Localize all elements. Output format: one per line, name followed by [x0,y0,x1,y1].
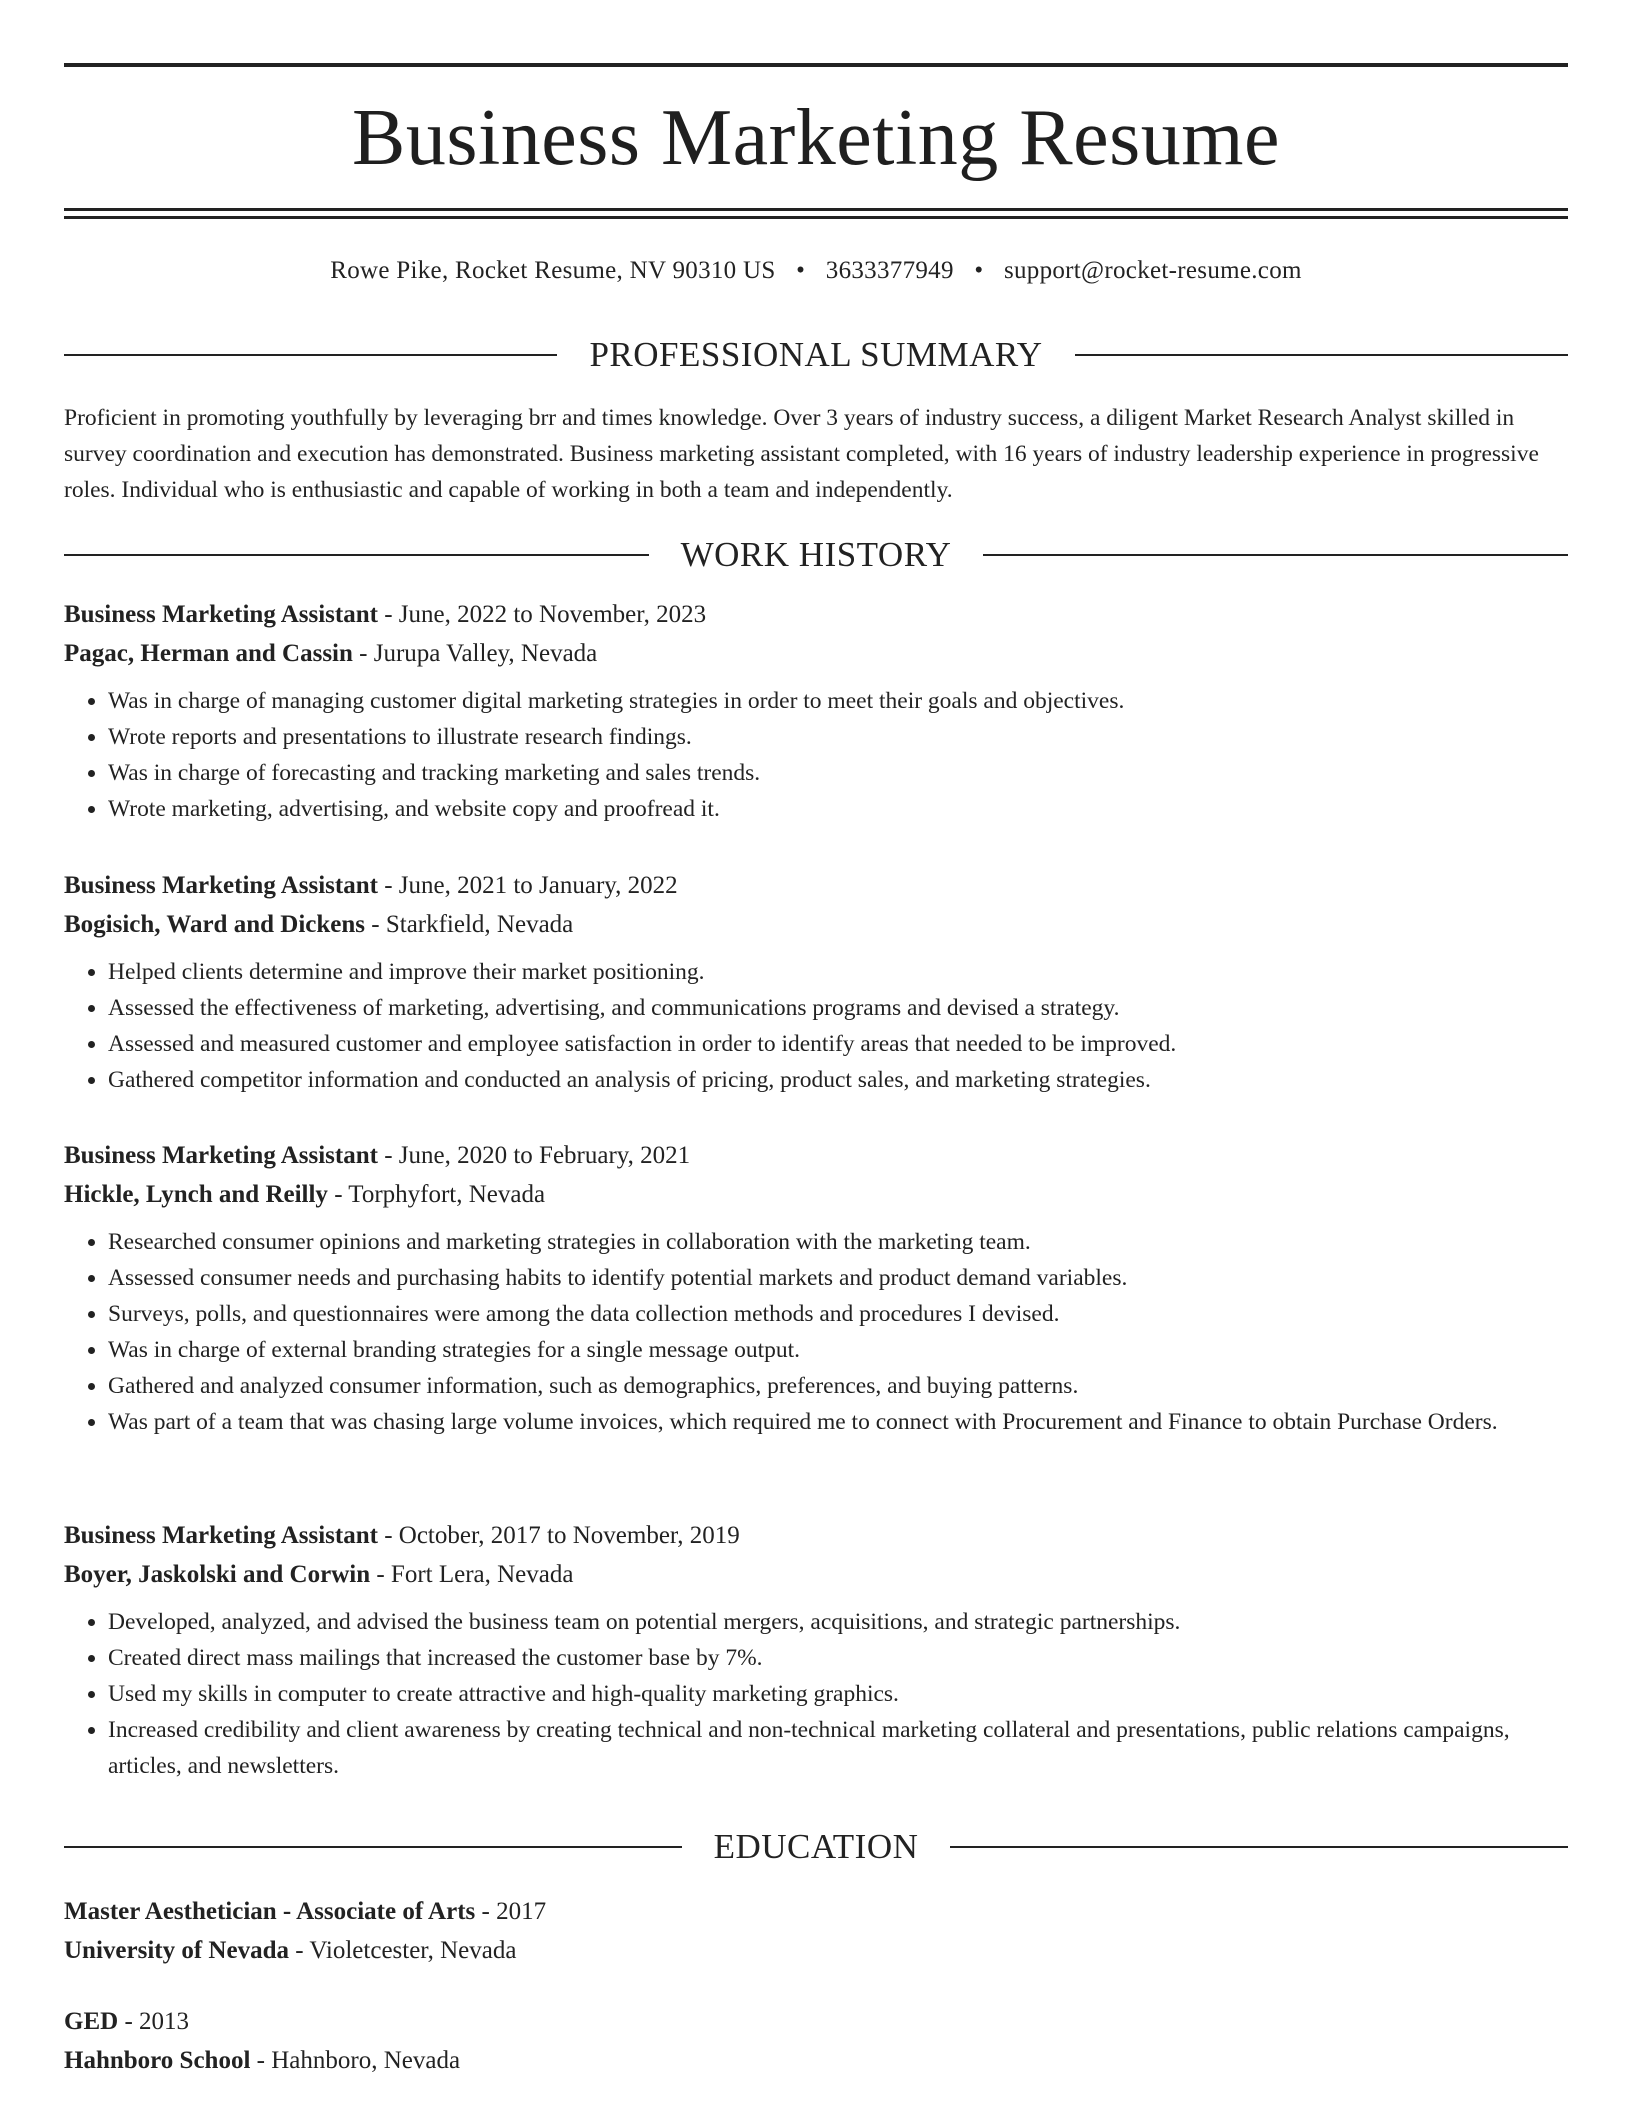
section-header-work [64,533,1568,577]
contact-email: support@rocket-resume.com [1003,257,1302,284]
section-rule-left [64,354,557,356]
title-rule-lower [64,216,1568,219]
section-title-work: WORK HISTORY [680,535,952,574]
education-year: - 2013 [118,2008,190,2035]
job-entry [64,1136,1568,1440]
job-company: Boyer, Jaskolski and Corwin [64,1561,371,1588]
section-rule-right [950,1846,1568,1848]
job-bullet: • Developed, analyzed, and advised the business team on potential mergers, acquisitions, and strategic partnerships. [108,1604,1568,1640]
job-dates: - June, 2020 to February, 2021 [377,1142,691,1169]
section-title-summary: PROFESSIONAL SUMMARY [589,335,1043,374]
job-title-line [64,1136,1568,1175]
job-bullet: • Gathered competitor information and conducted an analysis of pricing, product sales, and marketing strategies. [108,1062,1568,1098]
education-entry [64,2002,1568,2080]
job-bullet: • Was in charge of managing customer digital marketing strategies in order to meet their goals and objectives. [108,683,1568,719]
education-location: - Hahnboro, Nevada [250,2047,461,2074]
section-rule-right [983,554,1568,556]
education-degree-line [64,2002,1568,2041]
job-bullets [64,1604,1568,1784]
job-company-line [64,1175,1568,1214]
section-header-education [64,1825,1568,1869]
job-company-line [64,905,1568,944]
job-location: - Fort Lera, Nevada [370,1561,574,1588]
job-bullet: • Researched consumer opinions and marketing strategies in collaboration with the marketing team. [108,1224,1568,1260]
job-company: Hickle, Lynch and Reilly [64,1181,328,1208]
contact-separator: • [796,257,806,284]
job-bullet: • Created direct mass mailings that increased the customer base by 7%. [108,1640,1568,1676]
education-location: - Violetcester, Nevada [288,1937,517,1964]
job-bullets [64,954,1568,1098]
job-company: Bogisich, Ward and Dickens [64,911,366,938]
job-bullet: • Used my skills in computer to create attractive and high-quality marketing graphics. [108,1676,1568,1712]
job-title: Business Marketing Assistant [64,1522,378,1549]
section-title-education: EDUCATION [713,1827,919,1866]
job-company: Pagac, Herman and Cassin [64,640,353,667]
education-year: - 2017 [475,1898,547,1925]
education-degree: GED [64,2008,119,2035]
education-school-line [64,2041,1568,2080]
section-rule-right [1075,354,1568,356]
job-bullet: • Surveys, polls, and questionnaires were among the data collection methods and procedures I devised. [108,1296,1568,1332]
job-location: - Jurupa Valley, Nevada [352,640,598,667]
top-rule [64,63,1568,67]
education-entry [64,1892,1568,1970]
job-bullets [64,1224,1568,1440]
contact-line [64,254,1568,288]
job-title-line [64,866,1568,905]
job-bullet: • Was part of a team that was chasing large volume invoices, which required me to connect with Procurement and Finance to obtain Purchase Orders. [108,1404,1568,1440]
education-school-line [64,1931,1568,1970]
job-bullets [64,683,1568,827]
job-title-line [64,595,1568,634]
title-rule-upper [64,208,1568,211]
job-company-line [64,1555,1568,1594]
job-bullet: • Assessed and measured customer and employee satisfaction in order to identify areas that needed to be improved. [108,1026,1568,1062]
job-bullet: • Wrote marketing, advertising, and website copy and proofread it. [108,791,1568,827]
job-bullet: • Helped clients determine and improve their market positioning. [108,954,1568,990]
job-entry [64,595,1568,827]
job-company-line [64,634,1568,673]
job-location: - Starkfield, Nevada [365,911,574,938]
contact-separator: • [974,257,984,284]
job-title: Business Marketing Assistant [64,1142,378,1169]
education-school: University of Nevada [64,1937,289,1964]
job-bullet: • Gathered and analyzed consumer information, such as demographics, preferences, and buying patterns. [108,1368,1568,1404]
job-bullet: • Assessed consumer needs and purchasing habits to identify potential markets and product demand variables. [108,1260,1568,1296]
contact-phone: 3633377949 [825,257,954,284]
contact-address: Rowe Pike, Rocket Resume, NV 90310 US [330,257,776,284]
education-school: Hahnboro School [64,2047,251,2074]
job-bullet: • Increased credibility and client awareness by creating technical and non-technical marketing collateral and presentations, public relations campaigns, articles, and newsletters. [108,1712,1568,1784]
education-degree: Master Aesthetician - Associate of Arts [64,1898,476,1925]
resume-title: Business Marketing Resume [352,94,1280,182]
job-bullet: • Was in charge of forecasting and tracking marketing and sales trends. [108,755,1568,791]
job-bullet: • Wrote reports and presentations to illustrate research findings. [108,719,1568,755]
job-title-line [64,1516,1568,1555]
job-bullet: • Was in charge of external branding strategies for a single message output. [108,1332,1568,1368]
job-location: - Torphyfort, Nevada [327,1181,546,1208]
section-header-summary [64,333,1568,377]
job-dates: - June, 2021 to January, 2022 [377,872,678,899]
job-dates: - June, 2022 to November, 2023 [377,601,707,628]
education-degree-line [64,1892,1568,1931]
job-dates: - October, 2017 to November, 2019 [377,1522,740,1549]
job-entry [64,1516,1568,1784]
job-entry [64,866,1568,1098]
section-rule-left [64,554,649,556]
job-title: Business Marketing Assistant [64,601,378,628]
job-title: Business Marketing Assistant [64,872,378,899]
job-bullet: • Assessed the effectiveness of marketing, advertising, and communications programs and devised a strategy. [108,990,1568,1026]
professional-summary-text: Proficient in promoting youthfully by leveraging brr and times knowledge. Over 3 years of industry success, a diligent Market Research Analyst skilled in survey coordination and execution has demonstrated. Business marketing assistant completed, with 16 years of industry leadership experience in progressive roles. Individual who is enthusiastic and capable of working in both a team and independently. [64,405,1539,503]
section-rule-left [64,1846,682,1848]
